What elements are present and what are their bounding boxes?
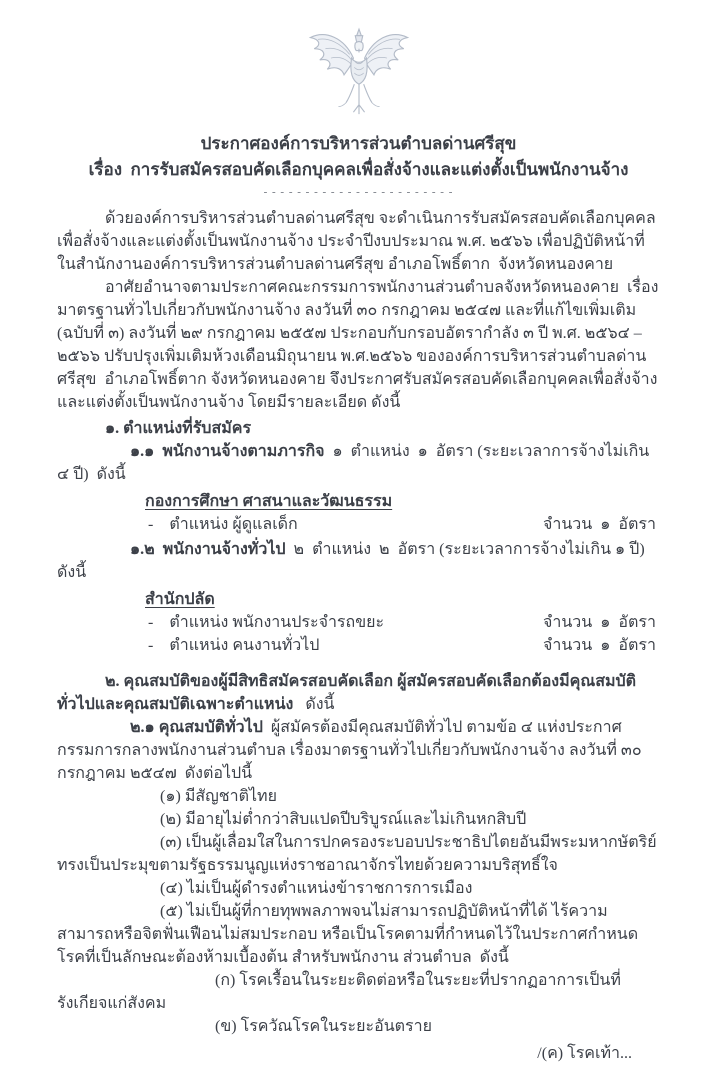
position-count: จำนวน ๑ อัตรา [543, 637, 656, 654]
disease-subclause-a: (ก) โรคเรื้อนในระยะติดต่อหรือในระยะที่ปรากฏอาการเป็นที่รังเกียจแก่สังคม [57, 972, 621, 1012]
qualification-clause-2: (๒) มีอายุไม่ต่ำกว่าสิบแปดปีบริบูรณ์และไม่เกินหกสิบปี [160, 811, 527, 828]
section-1-2-detail: ๒ ตำแหน่ง ๒ อัตรา (ระยะเวลาการจ้างไม่เกิน ๑ ปี) ดังนี้ [57, 541, 653, 581]
section-1-heading-text: ๑. ตำแหน่งที่รับสมัคร [105, 420, 252, 437]
section-2-1-detail: ผู้สมัครต้องมีคุณสมบัติทั่วไป ตามข้อ ๔ แห่งประกาศกรรมการกลางพนักงานส่วนตำบล เรื่องมาตรฐานทั่วไปเกี่ยวกับพนักงานจ้าง ลงวันที่ ๓๐ กรกฎาคม ๒๕๔๗ ดังต่อไปนี้ [57, 719, 646, 782]
section-2-heading [57, 670, 660, 716]
section-2-1-line [57, 716, 660, 785]
intro-paragraph-1: ด้วยองค์การบริหารส่วนตำบลด่านศรีสุข จะดำเนินการรับสมัครสอบคัดเลือกบุคคลเพื่อสั่งจ้างและแต่งตั้งเป็นพนักงานจ้าง ประจำปีงบประมาณ พ.ศ. ๒๕๖๖ เพื่อปฏิบัติหน้าที่ในสำนักงานองค์การบริหารส่วนตำบลด่านศรีสุข อำเภอโพธิ์ตาก จังหวัดหนองคาย [57, 210, 656, 273]
department-education-heading: กองการศึกษา ศาสนาและวัฒนธรรม [145, 493, 393, 510]
intro-paragraph-2: อาศัยอำนาจตามประกาศคณะกรรมการพนักงานส่วนตำบลจังหวัดหนองคาย เรื่อง มาตรฐานทั่วไปเกี่ยวกับพนักงานจ้าง ลงวันที่ ๓๐ กรกฎาคม ๒๕๔๗ และที่แก้ไขเพิ่มเติม (ฉบับที่ ๓) ลงวันที่ ๒๙ กรกฎาคม ๒๕๕๗ ประกอบกับกรอบอัตรากำลัง ๓ ปี พ.ศ. ๒๕๖๔ – ๒๕๖๖ ปรับปรุงเพิ่มเติมห้วงเดือนมิถุนายน พ.ศ.๒๕๖๖ ขององค์การบริหารส่วนตำบลด่านศรีสุข อำเภอโพธิ์ตาก จังหวัดหนองคาย จึงประกาศรับสมัครสอบคัดเลือกบุคคลเพื่อสั่งจ้างและแต่งตั้งเป็นพนักงานจ้าง โดยมีรายละเอียด ดังนี้ [57, 279, 663, 411]
section-2-heading-text: ๒. คุณสมบัติของผู้มีสิทธิสมัครสอบคัดเลือก ผู้สมัครสอบคัดเลือกต้องมีคุณสมบัติทั่วไปและคุณสมบัติเฉพาะตำแหน่ง [57, 673, 637, 713]
section-2-1-title: ๒.๑ คุณสมบัติทั่วไป [130, 719, 263, 736]
garuda-emblem [57, 26, 660, 125]
section-1-2-line [57, 538, 660, 584]
position-count: จำนวน ๑ อัตรา [543, 614, 656, 631]
section-1-1-detail: ๑ ตำแหน่ง ๑ อัตรา (ระยะเวลาการจ้างไม่เกิน ๔ ปี) ดังนี้ [57, 443, 654, 483]
qualification-clause-4: (๔) ไม่เป็นผู้ดำรงตำแหน่งข้าราชการการเมือง [160, 880, 473, 897]
section-1-2-title: ๑.๒ พนักงานจ้างทั่วไป [130, 541, 286, 558]
department-clerk-office-heading: สำนักปลัด [145, 591, 215, 608]
position-row-child-caregiver [148, 513, 660, 536]
section-1-1-line [57, 440, 660, 486]
position-row-garbage-truck-worker [148, 611, 660, 634]
section-2-heading-tail: ดังนี้ [293, 696, 335, 713]
position-label: - ตำแหน่ง พนักงานประจำรถขยะ [148, 614, 385, 631]
position-row-general-worker [148, 634, 660, 657]
section-1-1-title: ๑.๑ พนักงานจ้างตามภารกิจ [130, 443, 325, 460]
qualification-clause-5: (๕) ไม่เป็นผู้ที่กายทุพพลภาพจนไม่สามารถปฏิบัติหน้าที่ได้ ไร้ความสามารถหรือจิตฟั่นเฟือนไม่สมประกอบ หรือเป็นโรคตามที่กำหนดไว้ในประกาศกำหนดโรคที่เป็นลักษณะต้องห้ามเบื้องต้น สำหรับพนักงาน ส่วนตำบล ดังนี้ [57, 903, 639, 966]
document-title: ประกาศองค์การบริหารส่วนตำบลด่านศรีสุข [200, 134, 517, 153]
disease-subclause-b: (ข) โรควัณโรคในระยะอันตราย [215, 1018, 432, 1035]
garuda-emblem-drawing [303, 26, 415, 120]
section-1-heading [57, 417, 660, 440]
dashed-divider: - - - - - - - - - - - - - - - - - - - - - - - [263, 186, 454, 198]
position-label: - ตำแหน่ง ผู้ดูแลเด็ก [148, 516, 298, 533]
qualification-clause-3: (๓) เป็นผู้เลื่อมใสในการปกครองระบอบประชาธิปไตยอันมีพระมหากษัตริย์ทรงเป็นประมุขตามรัฐธรรมนูญแห่งราชอาณาจักรไทยด้วยความบริสุทธิ์ใจ [57, 834, 657, 874]
document-subject: เรื่อง การรับสมัครสอบคัดเลือกบุคคลเพื่อสั่งจ้างและแต่งตั้งเป็นพนักงานจ้าง [88, 160, 629, 179]
position-count: จำนวน ๑ อัตรา [543, 516, 656, 533]
page-continuation-mark: /(ค) โรคเท้า... [537, 1045, 632, 1062]
position-label: - ตำแหน่ง คนงานทั่วไป [148, 637, 320, 654]
qualification-clause-1: (๑) มีสัญชาติไทย [160, 788, 277, 805]
